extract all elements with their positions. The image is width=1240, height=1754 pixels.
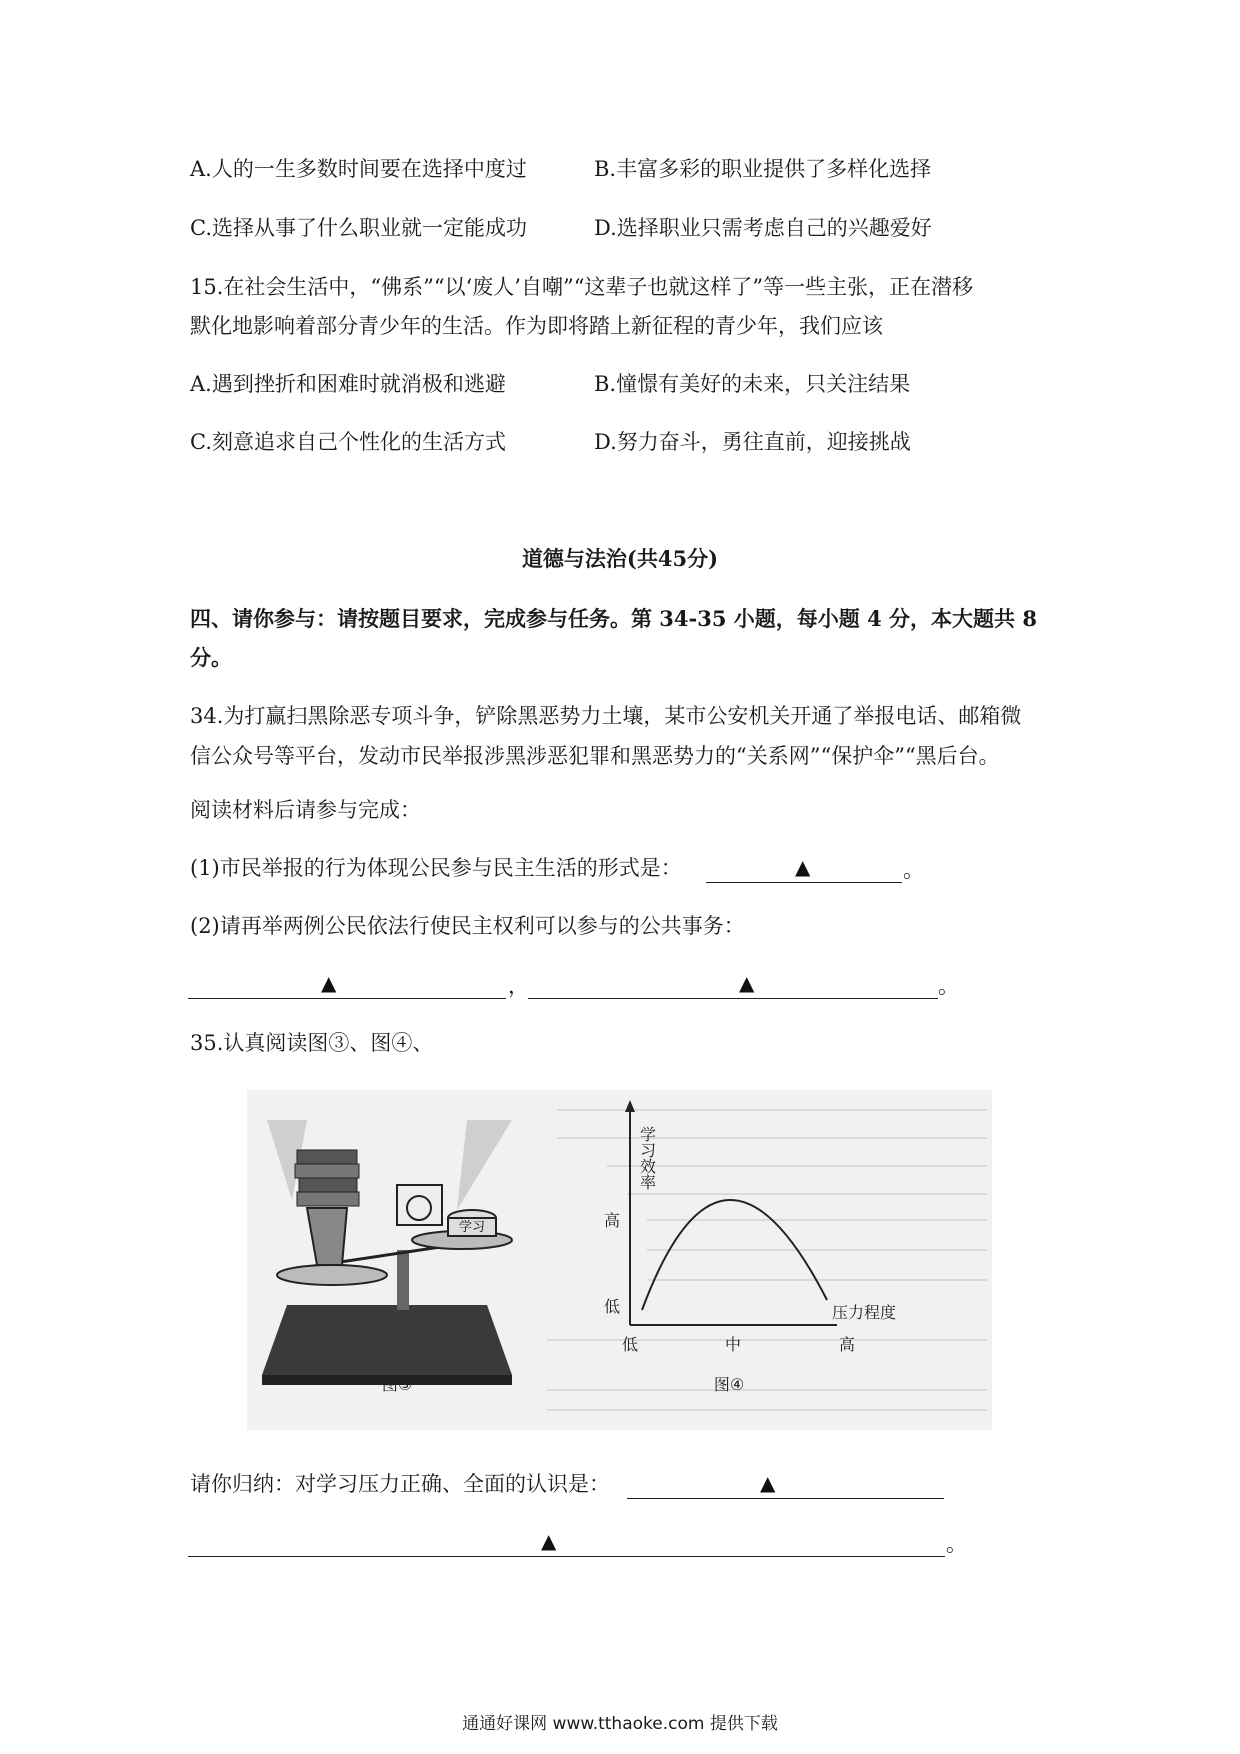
q15-option-b: B.憧憬有美好的未来，只关注结果: [594, 372, 911, 396]
comma-1: ，: [508, 974, 529, 998]
q34-sub1: (1)市民举报的行为体现公民参与民主生活的形式是：: [190, 856, 682, 880]
section-four-line1: 四、请你参与：请按题目要求，完成参与任务。第 34-35 小题，每小题 4 分，本大题共 8: [190, 606, 1037, 631]
answer-blank-3[interactable]: [528, 970, 938, 999]
fig4-y-high: 高: [604, 1211, 621, 1230]
figure-svg: [247, 1090, 992, 1430]
fig4-y-axis-arrow: [625, 1100, 635, 1112]
q14-option-c: C.选择从事了什么职业就一定能成功: [190, 216, 527, 240]
answer-marker-2: ▲: [321, 971, 337, 995]
q14-option-d: D.选择职业只需考虑自己的兴趣爱好: [594, 216, 932, 240]
q15-option-c: C.刻意追求自己个性化的生活方式: [190, 430, 506, 454]
answer-blank-5[interactable]: [188, 1528, 945, 1557]
fig4-y-low: 低: [604, 1297, 621, 1316]
answer-blank-4[interactable]: [627, 1470, 944, 1499]
fig4-x-high: 高: [839, 1335, 856, 1354]
figure-image: [247, 1090, 992, 1430]
q15-stem-line1: 15.在社会生活中，“佛系”“以‘废人’自嘲”“这辈子也就这样了”等一些主张，正在潜移: [190, 275, 974, 299]
q34-line2: 信公众号等平台，发动市民举报涉黑涉恶犯罪和黑恶势力的“关系网”“保护伞”“黑后台。: [190, 744, 1000, 768]
section-four-line2: 分。: [190, 645, 232, 670]
period-1: 。: [903, 858, 924, 882]
q15-option-d: D.努力奋斗，勇往直前，迎接挑战: [594, 430, 911, 454]
answer-marker-1: ▲: [795, 855, 811, 879]
pressure-efficiency-chart: [625, 1100, 837, 1325]
section-title: 道德与法治(共45分): [521, 546, 719, 571]
background-bleed: [547, 1110, 987, 1410]
q15-option-a: A.遇到挫折和困难时就消极和逃避: [190, 372, 506, 396]
answer-marker-5: ▲: [541, 1529, 557, 1553]
page-footer: 通通好课网 www.tthaoke.com 提供下载: [462, 1714, 778, 1734]
fig3-weight-label: 学习: [458, 1220, 486, 1235]
fig4-x-mid: 中: [725, 1335, 742, 1354]
fig3-caption: 图③: [381, 1375, 413, 1394]
q35-line1: 35.认真阅读图③、图④、: [190, 1031, 434, 1055]
fig4-caption: 图④: [713, 1375, 745, 1394]
period-3: 。: [946, 1532, 967, 1556]
q34-line1: 34.为打赢扫黑除恶专项斗争，铲除黑恶势力土壤，某市公安机关开通了举报电话、邮箱微: [190, 704, 1022, 728]
q34-prompt: 阅读材料后请参与完成：: [190, 798, 421, 822]
fig4-xlabel: 压力程度: [832, 1303, 897, 1322]
fig4-ylabel: 学习效率: [637, 1126, 657, 1190]
q34-sub2: (2)请再举两例公民依法行使民主权利可以参与的公共事务：: [190, 914, 745, 938]
period-2: 。: [938, 974, 959, 998]
answer-blank-2[interactable]: [188, 970, 506, 999]
balance-scale-illustration: [262, 1120, 512, 1385]
q15-stem-line2: 默化地影响着部分青少年的生活。作为即将踏上新征程的青少年，我们应该: [190, 314, 883, 338]
answer-marker-3: ▲: [739, 971, 755, 995]
q14-option-b: B.丰富多彩的职业提供了多样化选择: [594, 157, 932, 181]
fig4-curve: [642, 1200, 827, 1310]
fig4-x-low: 低: [622, 1335, 639, 1354]
q35-prompt: 请你归纳：对学习压力正确、全面的认识是：: [190, 1472, 610, 1496]
answer-marker-4: ▲: [760, 1471, 776, 1495]
q14-option-a: A.人的一生多数时间要在选择中度过: [190, 157, 527, 181]
